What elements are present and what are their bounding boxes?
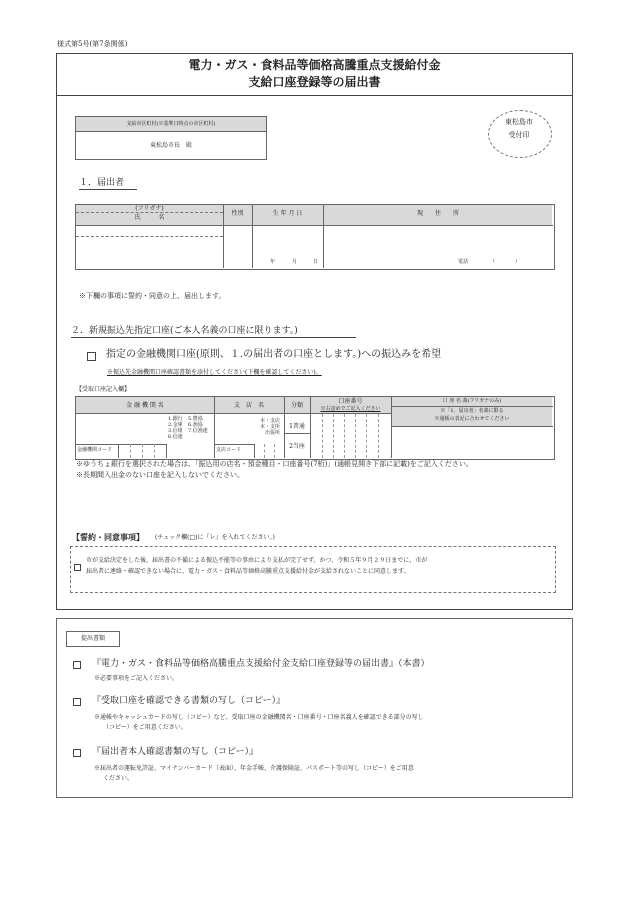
doc3-note1: ※届出者の運転免許証、マイナンバーカード（表面）、年金手帳、介護保険証、パスポート等の写し（コピー）をご用意 — [94, 765, 414, 772]
account-no-note: ※右詰めでご記入ください — [320, 406, 381, 412]
bank-transfer-checkbox[interactable] — [87, 352, 96, 361]
doc2-title: 『受取口座を確認できる書類の写し（コピー）』 — [92, 696, 286, 706]
form-title-line2: 支給口座登録等の届出書 — [248, 75, 381, 89]
agree-intro: ※下欄の事項に誓約・同意の上、届出します。 — [79, 292, 226, 300]
month-label: 月 — [292, 259, 298, 265]
pledge-text-line2: 届出者に連絡・確認できない場合に、電力・ガス・食料品等価格高騰重点支援給付金が支給されないことに同意します。 — [86, 568, 410, 575]
recipient-value: 東松島市長 殿 — [75, 131, 267, 160]
phone-label: 電話 — [458, 259, 469, 265]
category-opt1[interactable]: 1普通 — [289, 423, 305, 430]
note-dormant: ※長期間入出金のない口座を記入しないでください。 — [76, 471, 244, 479]
gender-input[interactable] — [224, 226, 252, 267]
branch-types: 本・支店 本・支所 出張所 — [259, 418, 280, 436]
pledge-checkbox[interactable] — [74, 564, 81, 571]
holder-note2: ※通帳の表記に合わせてください — [434, 416, 510, 422]
phone-paren-close: ） — [515, 259, 521, 265]
name-label: 氏 名 — [134, 214, 165, 221]
recipient-header: 支給市区町村(※基準日時点の市区町村) — [75, 116, 267, 132]
attach-note: ※振込先金融機関口座確認書類を添付してください(下欄を確認してください)。 — [107, 369, 322, 376]
category-opt2[interactable]: 2当座 — [289, 443, 305, 450]
holder-note1: ※「1．届出者」名義に限る — [440, 408, 504, 414]
doc3-title: 『届出者本人確認書類の写し（コピー）』 — [92, 747, 259, 757]
bank-transfer-option: 指定の金融機関口座(原則、１.の届出者の口座とします。)への振込みを希望 — [106, 349, 442, 360]
pledge-subtitle: (チェック欄(□)に『レ』を入れてください。) — [155, 534, 275, 541]
doc1-checkbox[interactable] — [73, 661, 81, 669]
category-header: 分類 — [290, 402, 303, 409]
account-table-caption: 【受取口座記入欄】 — [76, 386, 131, 393]
pledge-title: 【誓約・同意事項】 — [72, 532, 144, 542]
bank-name-input[interactable] — [76, 414, 166, 443]
year-label: 年 — [270, 259, 276, 265]
doc3-note2: ください。 — [103, 775, 134, 782]
doc3-checkbox[interactable] — [73, 749, 81, 757]
account-no-header: 口座番号 — [338, 398, 363, 405]
bank-header: 金 融 機 関 名 — [126, 402, 164, 409]
documents-label: 提出書類 — [66, 631, 120, 647]
bank-types-col2: 5.農協 6.漁協 7.信漁連 — [188, 416, 208, 434]
form-title-line1: 電力・ガス・食料品等価格高騰重点支援給付金 — [188, 58, 441, 72]
branch-code-label: 支店コード — [216, 447, 242, 453]
doc1-note: ※必要事項をご記入ください。 — [94, 675, 179, 682]
holder-header: 口 座 名 義(フリガナのみ) — [442, 398, 502, 404]
stamp-line1: 東松島市 — [505, 118, 533, 126]
branch-code-input[interactable] — [254, 444, 285, 458]
form-number: 様式第5号(第7条関係) — [57, 40, 128, 48]
branch-header: 支 店 名 — [233, 402, 264, 409]
phone-paren-open: （ — [490, 259, 496, 265]
doc1-title: 『電力・ガス・食料品等価格高騰重点支援給付金支給口座登録等の届出書』（本書） — [92, 659, 430, 669]
day-label: 日 — [313, 259, 319, 265]
note-yucho: ※ゆうちょ銀行を選択された場合は、「振込用の店名・預金種目・口座番号(7桁)」(通帳見開き下部に記載)をご記入ください。 — [76, 460, 473, 468]
stamp-line2: 受付印 — [508, 131, 530, 139]
bank-code-label: 金融機関コード — [77, 447, 113, 453]
birthdate-label: 生 年 月 日 — [272, 210, 303, 217]
branch-name-input[interactable] — [215, 414, 245, 443]
doc2-note1: ※通帳やキャッシュカードの写し（コピー）など、受取口座の金融機関名・口座番号・口座名義人を確認できる部分の写し — [94, 714, 424, 721]
holder-name-input[interactable] — [392, 427, 552, 457]
gender-label: 性別 — [231, 210, 244, 217]
furigana-label: (フリガナ) — [135, 205, 164, 212]
account-no-input[interactable] — [311, 414, 391, 458]
section1-title: １．届出者 — [79, 177, 137, 190]
title-divider — [56, 95, 573, 96]
address-label: 現 住 所 — [416, 210, 459, 217]
section2-title: ２．新規振込先指定口座(ご本人名義の口座に限ります。) — [71, 325, 356, 338]
name-input[interactable] — [76, 237, 223, 267]
doc2-checkbox[interactable] — [73, 698, 81, 706]
bank-types-col1: 1.銀行 2.金庫 3.信組 6.信連 — [168, 416, 183, 440]
pledge-text-line1: 市が支給決定をした後、届出書の不備による振込不能等の事由により支払が完了せず、かつ、令和５年９月２９日までに、市が — [86, 557, 428, 564]
doc2-note2: （コピー）をご用意ください。 — [103, 724, 187, 731]
